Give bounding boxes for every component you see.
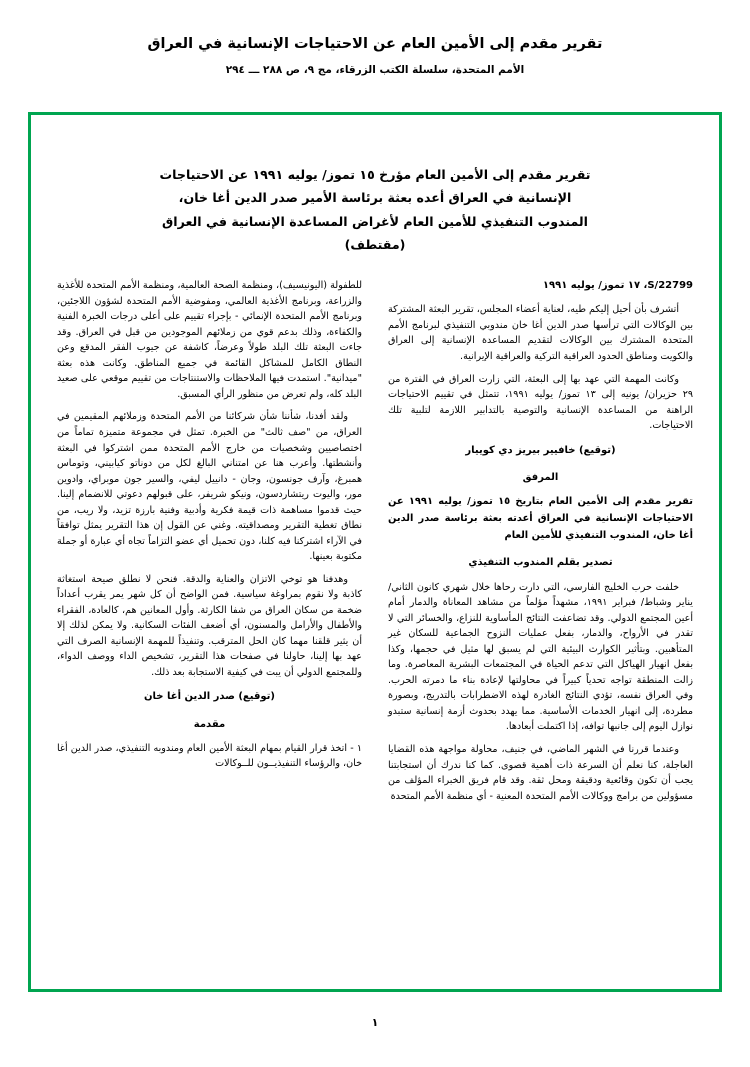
- introduction-label: مقدمة: [193, 718, 226, 730]
- document-reference-line: [388, 278, 693, 294]
- paragraph-l4: ١ - اتخذ قرار القيام بمهام البعثة الأمين العام ومندوبه التنفيذي، صدر الدين أغا خان، والرؤساء التنفيذيــون للــوكالات: [57, 742, 362, 770]
- paragraph-r4: وعندما قررنا في الشهر الماضي، في جنيف، محاولة مواجهة هذه القضايا العاجلة، كنا نعلم أن السرعة ذات أهمية قصوى. كما كنا ندرك أن استجابتنا يجب أن تكون وقائعية ودقيقة ومحل ثقة. وقد قام فريق الخبراء المؤلف من مسؤولين من برامج ووكالات الأمم المتحدة المعنية - أي منظمة الأمم المتحدة: [388, 743, 693, 802]
- page-number: ١: [371, 1016, 379, 1029]
- report-heading-line-1: تقرير مقدم إلى الأمين العام مؤرخ ١٥ تموز/ يوليه ١٩٩١ عن الاحتياجات: [159, 167, 591, 182]
- green-border-frame: [28, 112, 722, 992]
- annex-title: تقرير مقدم إلى الأمين العام بتاريخ ١٥ تموز/ يوليه ١٩٩١ عن الاحتياجات الإنسانية في العراق أعدته بعثة برئاسة صدر الدين أغا خان، المندوب التنفيذي للأمين العام: [388, 496, 693, 541]
- document-header: [0, 0, 750, 77]
- report-heading-line-4: (مقتطف): [344, 236, 406, 252]
- document-date: ، ١٧ تموز/ يوليه ١٩٩١: [542, 280, 648, 292]
- paragraph-l2: ولقد أفدنا، شأننا شأن شركائنا من الأمم المتحدة وزملائهم المقيمين في العراق، من "صف ثالث" من الخبرة. تمثل في مجموعة متميزة تماماً من اختصاصيين وشخصيات من خارج الأمم المتحدة ممن اشتركوا في البعثة وأنشطتها. وأعرب هنا عن امتناني البالغ لكل من دوناتو كيابيني، وتوماس همبرغ، وآرف جونسون، وجان - دانييل ليفي، والسير جون موبراي، وادوين مور، واليوت ريتشاردسون، ونيكو شريفر، على قبولهم دعوتي للانضمام إلينا. حيث قدموا مساهمة ذات قيمة فكرية وأدبية وفنية بارزة تزيد، ولا ريب، من نطاق تغطية التقرير ومصداقيته. وغني عن القول إن هذا التقرير يمثل توافقاً في الآراء اشتركنا فيه كلنا، دون تحميل أي عضو التزاماً تجاه أي عبارة أو جملة مكتوبة بعينها.: [57, 411, 362, 563]
- column-left: [57, 278, 362, 978]
- signature-executive-delegate: (توقيع) صدر الدين أغا خان: [144, 691, 275, 703]
- paragraph-r2: وكانت المهمة التي عهد بها إلى البعثة، التي زارت العراق في الفترة من ٢٩ حزيران/ يونيه إلى ١٣ تموز/ يوليه ١٩٩١، تتمثل في تقييم الاحتياجات الراهنة من المساعدة الإنسانية والتوصية بالتدابير اللازمة لتلبية تلك الاحتياجات.: [388, 373, 694, 432]
- document-title: تقرير مقدم إلى الأمين العام عن الاحتياجات الإنسانية في العراق: [147, 36, 603, 52]
- document-source-line: الأمم المتحدة، سلسلة الكتب الزرقاء، مج ٩، ص ٢٨٨ ـــ ٢٩٤: [225, 63, 525, 76]
- report-heading-line-3: المندوب التنفيذي للأمين العام لأغراض المساعدة الإنسانية في العراق: [162, 213, 588, 229]
- column-right: [388, 278, 693, 978]
- document-number: S/22799: [647, 280, 693, 292]
- paragraph-l3: وهدفنا هو توخي الاتزان والعناية والدقة. فنحن لا نطلق صيحة استغاثة كاذبة ولا نقوم بمراوغة سياسية. فمن الواضح أن كل شهر يمر يقرب أعداداً ضخمة من سكان العراق من شفا الكارثة. وأول المعانين هم، كالعادة، الفقراء والأطفال والأرامل والمسنون، أي أضعف الفئات السكانية. ولا يمكن لذلك إلا أن يثير قلقنا مهما كان الحل المترقب. وتنفيذاً للمهمة الإنسانية الصرف التي عهد بها إلينا، حاولنا في صفحات هذا التقرير، تشخيص الداء ووصف الدواء، وللمجتمع الدولي أن يبت في كيفية الاستجابة بعد ذلك.: [57, 573, 362, 678]
- body-columns: [57, 278, 693, 978]
- report-heading-line-2: الإنسانية في العراق أعده بعثة برئاسة الأمير صدر الدين أغا خان،: [178, 190, 572, 206]
- foreword-label: تصدير بقلم المندوب التنفيذي: [468, 557, 613, 569]
- report-heading: [102, 163, 649, 256]
- paragraph-r3: خلفت حرب الخليج الفارسي، التي دارت رحاها خلال شهري كانون الثاني/ يناير وشباط/ فبراير ١٩٩١، مشهداً مؤلماً من مشاهد المعاناة والدمار أمام أعين المجتمع الدولي. وقد تضاعفت النتائج المأساوية للنزاع، والخسائر التي لا تقدر في الأرواح، والدمار، بفعل عمليات النزوح الجماعية للسكان غير المتأهبين. وبتأثير الكوارث البيئية التي لم يسبق لها مثيل في حجمها، وكذا بفعل انهيار الهياكل التي تدعم الحياة في المجتمعات البشرية المعاصرة. وما زالت المنطقة تواجه تحدياً كبيراً في محاولتها لإعادة بناء ما دمرته الحرب. وفي العراق نفسه، تؤدي النتائج الغادرة لهذه الاضطرابات بالتدريج، وبصورة مطردة، إلى انهيار الخدمات الأساسية. مما يهدد بحدوث أزمة إنسانية ستبدو نوازل اليوم إلى جانبها توافه، إذا اكتملت أبعادها.: [388, 581, 693, 733]
- annex-label: المرفق: [522, 471, 559, 483]
- paragraph-l1: للطفولة (اليونيسيف)، ومنظمة الصحة العالمية، ومنظمة الأمم المتحدة للأغذية والزراعة، وبرنامج الأغذية العالمي، ومفوضية الأمم المتحدة لشؤون اللاجئين، وبرنامج الأمم المتحدة الإنمائي - بإجراء تقييم على أعلى درجات الخبرة الفنية والكفاءة، وذلك بدعم قوي من زملائهم الموجودين من قبل في العراق. وقد جاءت البعثة تلك البلد طولاً وعرضاً، كاشفة عن جيوب الفقر المدقع وعن النطاق الكامل للمشاكل القائمة في جميع المناطق. وكانت هذه بعثة "ميدانية". استمدت فيها الملاحظات والاستنتاجات من تقييم موقعي على صعيد البلد كله، ولم تعرض من منظور الرأي المسبق.: [57, 280, 362, 400]
- paragraph-r1: أتشرف بأن أحيل إليكم طيه، لعناية أعضاء المجلس، تقرير البعثة المشتركة بين الوكالات التي ترأسها صدر الدين أغا خان مندوبي التنفيذي لبرنامج الأمم المتحدة المشترك بين الوكالات لتقديم المساعدة الإنسانية إلى العراق والكويت ومناطق الحدود العراقية التركية والعراقية الإيرانية.: [388, 304, 693, 362]
- signature-secretary-general: (توقيع) خافيير بيريز دي كوييار: [465, 444, 616, 456]
- frame-content: [57, 163, 693, 1001]
